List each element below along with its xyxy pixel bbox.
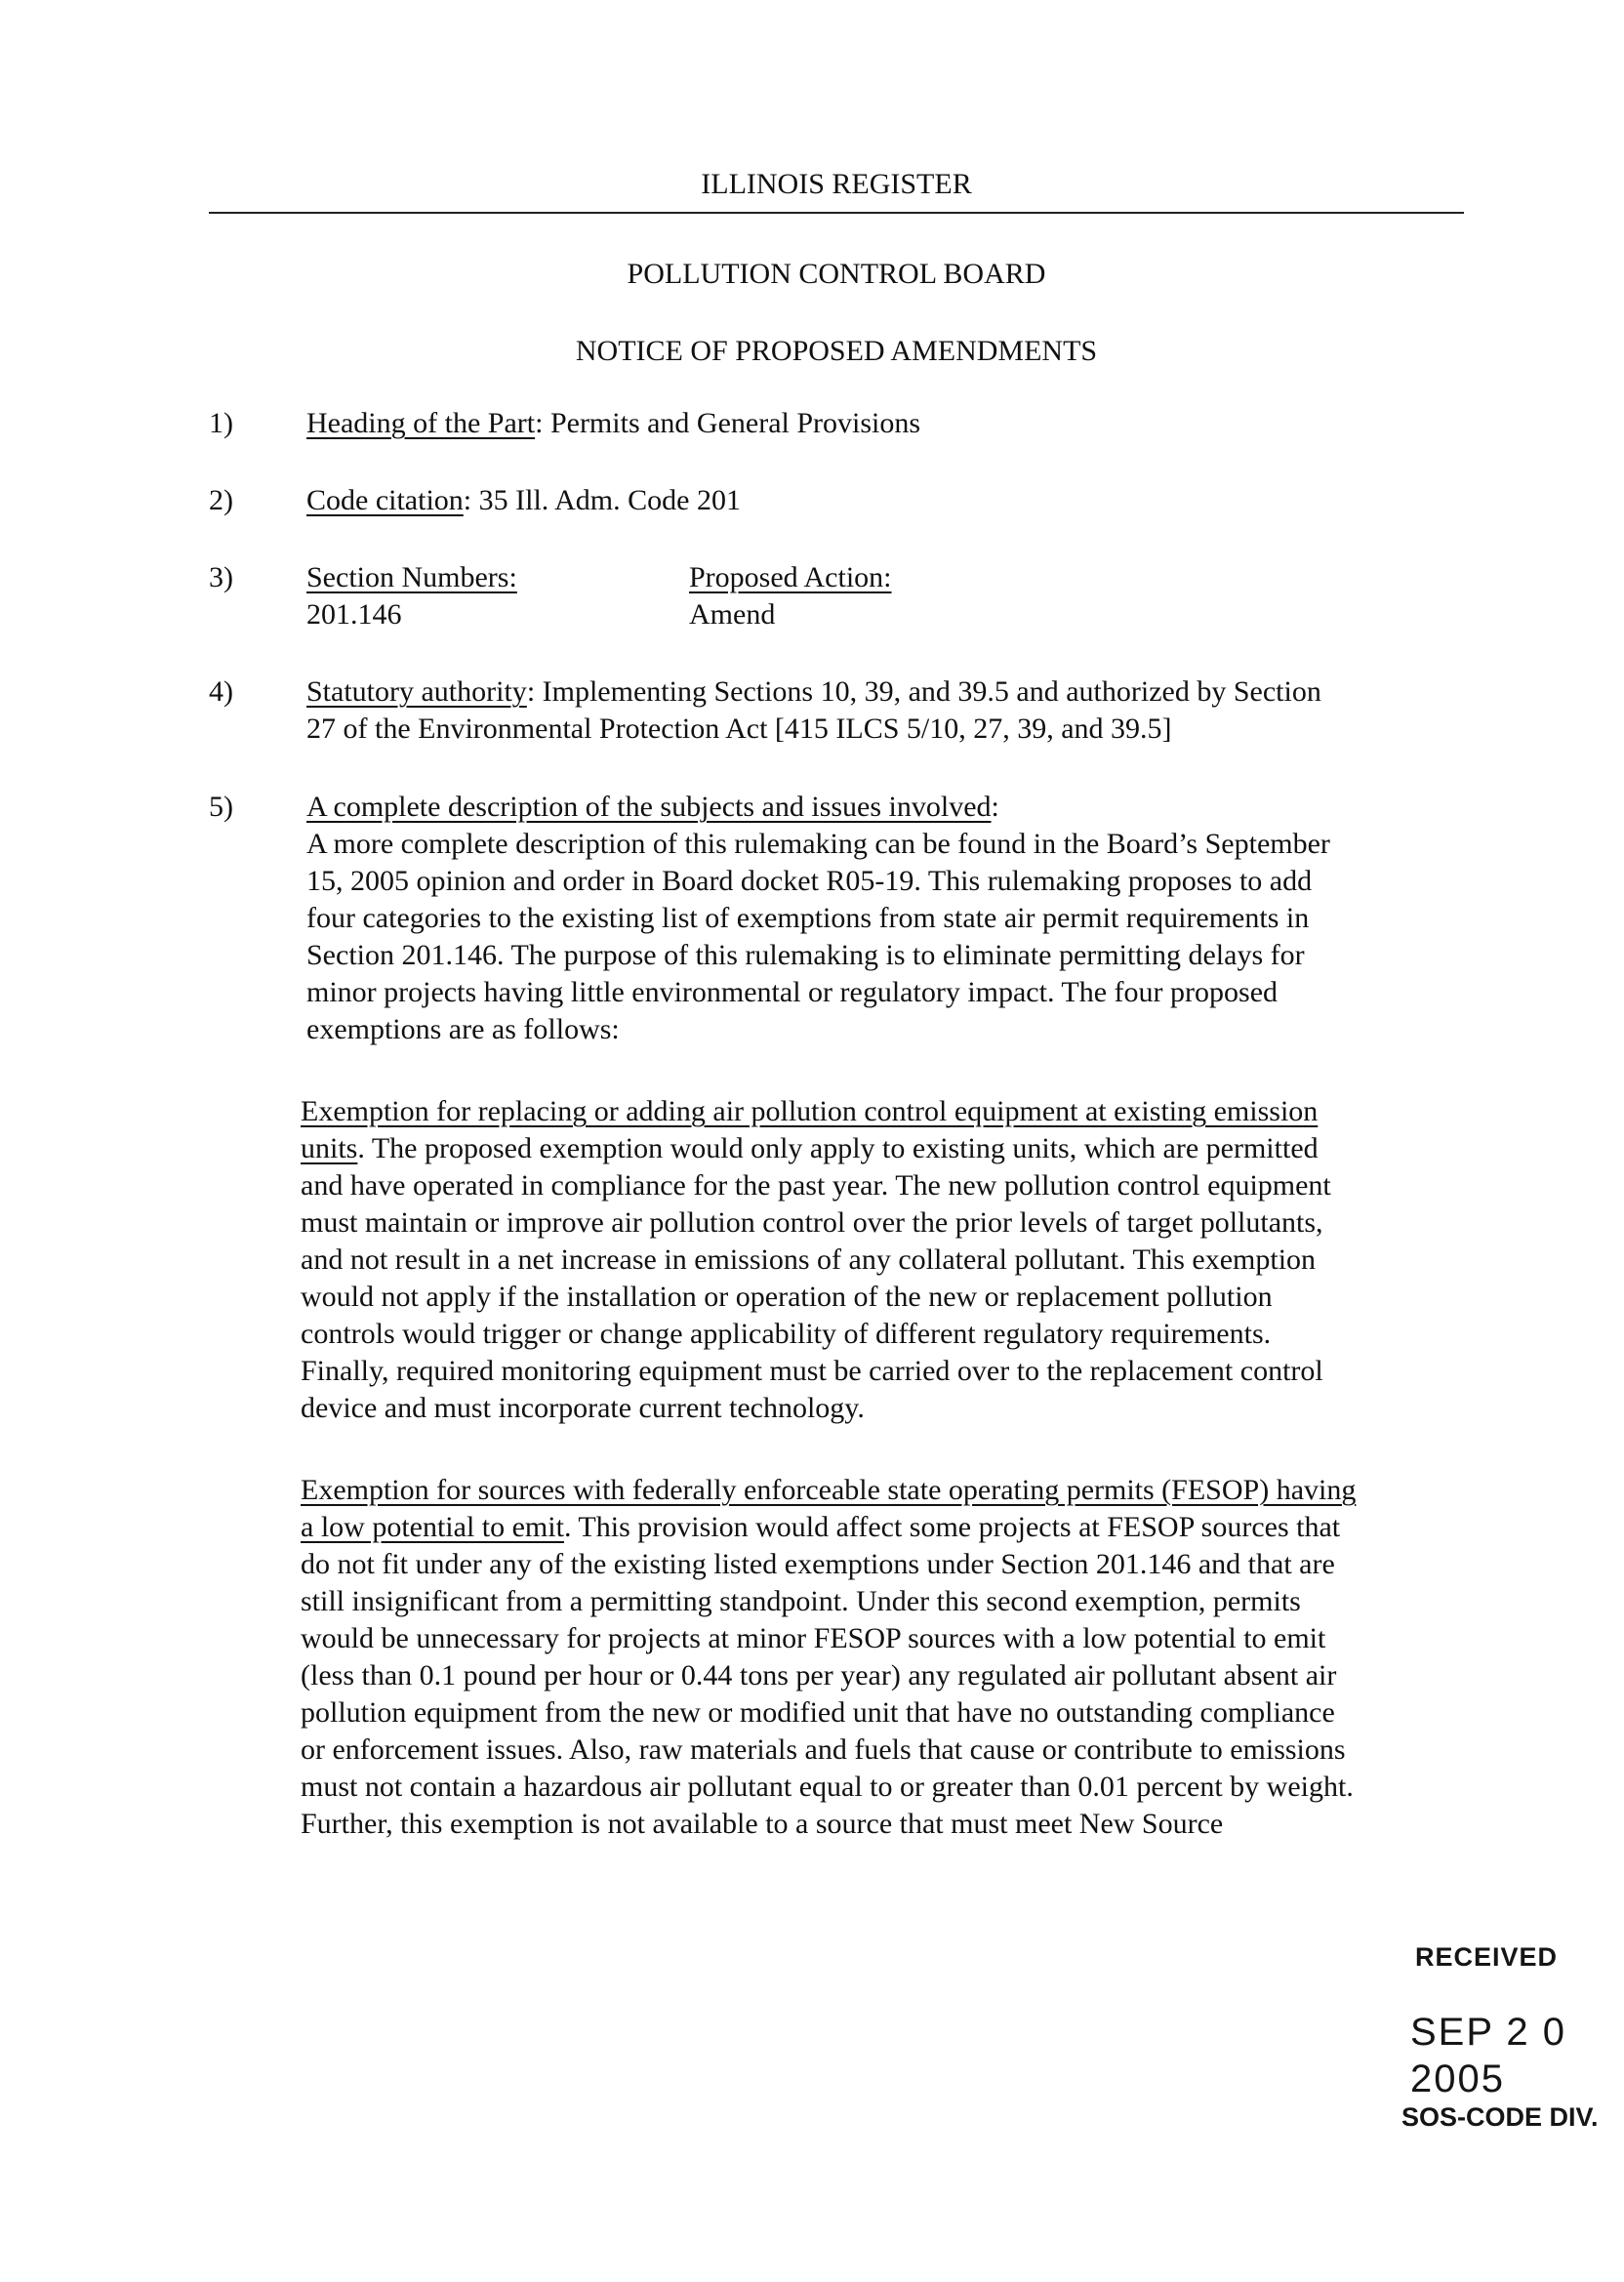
text-line: would not apply if the installation or operation of the new or replacement pollution — [301, 1281, 1273, 1313]
text-line: A more complete description of this rulemaking can be found in the Board’s September — [306, 828, 1330, 860]
item-heading-of-part — [306, 405, 920, 442]
text-line: minor projects having little environmental or regulatory impact. The four proposed — [306, 976, 1279, 1008]
header-divider — [209, 212, 1464, 214]
text-line: Section 201.146. The purpose of this rulemaking is to eliminate permitting delays for — [306, 939, 1305, 971]
board-name: POLLUTION CONTROL BOARD — [627, 258, 1046, 290]
item-number: 4) — [209, 675, 233, 708]
notice-title: NOTICE OF PROPOSED AMENDMENTS — [575, 335, 1098, 367]
item-number: 1) — [209, 407, 233, 439]
item-number: 3) — [209, 561, 233, 593]
text-line: would be unnecessary for projects at minor FESOP sources with a low potential to emit — [301, 1622, 1326, 1654]
division-stamp: SOS-CODE DIV. — [1401, 2102, 1599, 2132]
text-line: exemptions are as follows: — [306, 1013, 620, 1045]
text-line: and have operated in compliance for the past year. The new pollution control equipment — [301, 1169, 1331, 1202]
item-number: 2) — [209, 484, 233, 516]
exemption-heading: Exemption for replacing or adding air pollution control equipment at existing emission — [301, 1095, 1319, 1127]
text-line: must maintain or improve air pollution control over the prior levels of target pollutants, — [301, 1206, 1323, 1239]
item-label: Code citation — [306, 484, 464, 516]
item-label: Heading of the Part — [306, 407, 536, 439]
received-stamp: RECEIVED — [1415, 1942, 1559, 1972]
text-line: still insignificant from a permitting standpoint. Under this second exemption, permits — [301, 1585, 1301, 1617]
section-number-value: 201.146 — [306, 598, 402, 631]
item-text: : Implementing Sections 10, 39, and 39.5 and authorized by Section — [526, 675, 1321, 708]
proposed-action-label: Proposed Action: — [689, 561, 892, 593]
exemption-heading: Exemption for sources with federally enforceable state operating permits (FESOP) having — [301, 1474, 1357, 1506]
item-statutory-authority — [306, 673, 1468, 748]
item-code-citation — [306, 482, 741, 519]
text-line: pollution equipment from the new or modified unit that have no outstanding compliance — [301, 1696, 1335, 1729]
text-line: (less than 0.1 pound per hour or 0.44 tons per year) any regulated air pollutant absent air — [301, 1659, 1337, 1691]
item-text: : 35 Ill. Adm. Code 201 — [463, 484, 741, 516]
description-intro — [306, 826, 1464, 1048]
exemption-1-paragraph — [301, 1093, 1464, 1427]
section-numbers-column — [306, 559, 517, 633]
item-number: 5) — [209, 791, 233, 823]
text-line: Finally, required monitoring equipment must be carried over to the replacement control — [301, 1355, 1323, 1387]
text-line: or enforcement issues. Also, raw materials and fuels that cause or contribute to emissions — [301, 1733, 1346, 1766]
item-text: : Permits and General Provisions — [535, 407, 921, 439]
text-line: must not contain a hazardous air pollutant equal to or greater than 0.01 percent by weight. — [301, 1771, 1354, 1803]
text-line: Further, this exemption is not available to a source that must meet New Source — [301, 1808, 1224, 1840]
exemption-2-paragraph — [301, 1472, 1464, 1843]
exemption-heading: units — [301, 1132, 358, 1164]
text-line: 15, 2005 opinion and order in Board docket R05-19. This rulemaking proposes to add — [306, 865, 1313, 897]
item-label: Statutory authority — [306, 675, 527, 708]
text-line: controls would trigger or change applicability of different regulatory requirements. — [301, 1318, 1272, 1350]
proposed-action-column — [689, 559, 892, 633]
proposed-action-value: Amend — [689, 598, 776, 631]
item-description-heading: A complete description of the subjects and issues involved: — [306, 791, 999, 823]
received-date: SEP 2 0 2005 — [1410, 2011, 1567, 2100]
text-line: and not result in a net increase in emissions of any collateral pollutant. This exemption — [301, 1243, 1317, 1276]
register-title: ILLINOIS REGISTER — [701, 168, 972, 200]
text-line: . The proposed exemption would only apply to existing units, which are permitted — [357, 1132, 1319, 1164]
item-label: A complete description of the subjects and issues involved — [306, 791, 992, 823]
text-line: device and must incorporate current technology. — [301, 1392, 865, 1424]
text-line: do not fit under any of the existing listed exemptions under Section 201.146 and that are — [301, 1548, 1335, 1580]
text-line: . This provision would affect some projects at FESOP sources that — [563, 1511, 1341, 1543]
section-numbers-label: Section Numbers: — [306, 561, 517, 593]
item-text: 27 of the Environmental Protection Act [415 ILCS 5/10, 27, 39, and 39.5] — [306, 713, 1172, 745]
exemption-heading: a low potential to emit — [301, 1511, 564, 1543]
text-line: four categories to the existing list of exemptions from state air permit requirements in — [306, 902, 1310, 934]
